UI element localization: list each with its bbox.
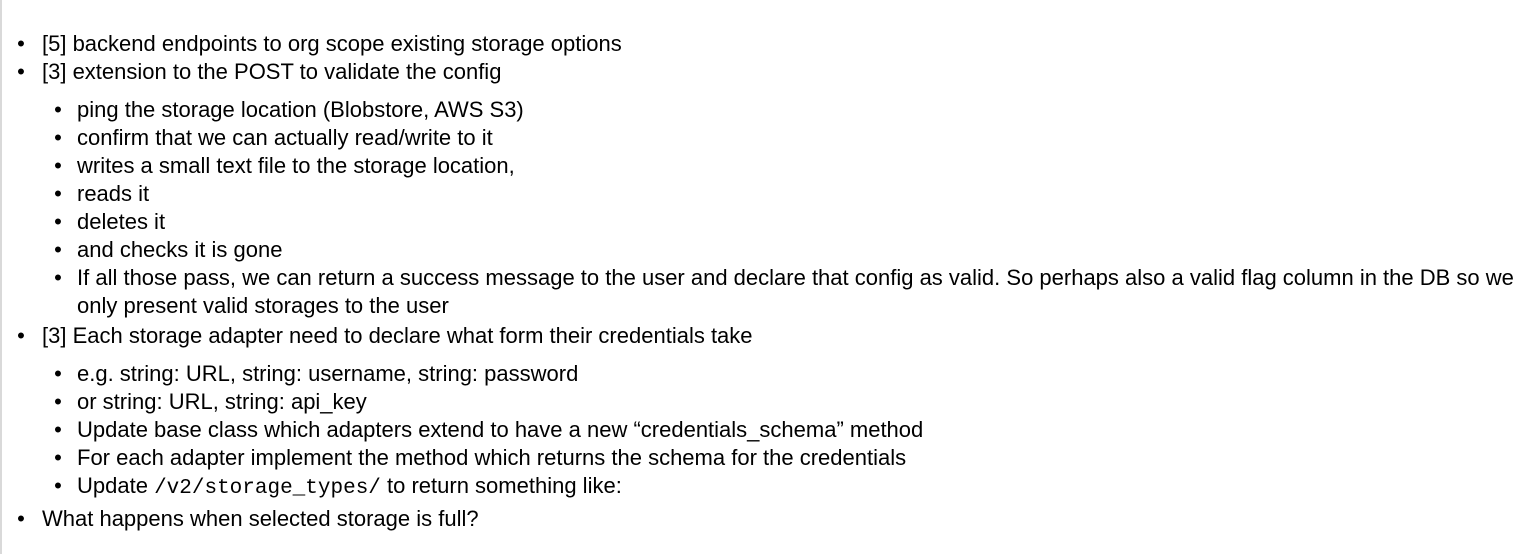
item-text: What happens when selected storage is full? <box>42 506 479 531</box>
bullet-icon <box>52 236 64 264</box>
sub-list-item <box>42 388 1524 416</box>
item-text: [3] Each storage adapter need to declare what form their credentials take <box>42 323 753 348</box>
sub-item-text: and checks it is gone <box>77 237 283 262</box>
list-item <box>2 30 1524 58</box>
sub-list-item <box>42 124 1524 152</box>
sub-item-text: writes a small text file to the storage location, <box>77 153 515 178</box>
task-list <box>2 30 1524 533</box>
bullet-icon <box>52 472 64 500</box>
code-item-prefix: Update <box>77 473 155 498</box>
sub-item-text: ping the storage location (Blobstore, AWS S3) <box>77 97 524 122</box>
sub-list-item <box>42 96 1524 124</box>
bullet-icon <box>52 208 64 236</box>
sub-list <box>42 360 1524 503</box>
bullet-icon <box>52 96 64 124</box>
item-text: [5] backend endpoints to org scope existing storage options <box>42 31 622 56</box>
sub-item-text: e.g. string: URL, string: username, string: password <box>77 361 579 386</box>
endpoint-code: /v2/storage_types/ <box>154 477 381 500</box>
bullet-icon <box>15 322 27 350</box>
sub-item-text: or string: URL, string: api_key <box>77 389 367 414</box>
sub-list-item <box>42 472 1524 503</box>
sub-list-item <box>42 360 1524 388</box>
bullet-icon <box>15 30 27 58</box>
sub-list-item <box>42 180 1524 208</box>
bullet-icon <box>52 264 64 292</box>
item-text: [3] extension to the POST to validate the config <box>42 59 502 84</box>
sub-list-item <box>42 444 1524 472</box>
list-item <box>2 322 1524 503</box>
bullet-icon <box>52 388 64 416</box>
bullet-icon <box>52 152 64 180</box>
sub-item-text: For each adapter implement the method which returns the schema for the credentials <box>77 445 907 470</box>
bullet-icon <box>52 124 64 152</box>
bullet-icon <box>52 444 64 472</box>
bullet-icon <box>15 505 27 533</box>
sub-list-item <box>42 152 1524 180</box>
sub-item-text: If all those pass, we can return a success message to the user and declare that config as valid. So perhaps also a valid flag column in the DB so we only present valid storages to the user <box>77 265 1514 318</box>
sub-list-item <box>42 264 1524 320</box>
sub-item-text: confirm that we can actually read/write to it <box>77 125 493 150</box>
code-item-suffix: to return something like: <box>380 473 622 498</box>
sub-item-text: deletes it <box>77 209 166 234</box>
sub-item-text: Update base class which adapters extend to have a new “credentials_schema” method <box>77 417 924 442</box>
sub-list-item <box>42 236 1524 264</box>
list-item <box>2 58 1524 320</box>
sub-item-text: reads it <box>77 181 150 206</box>
bullet-icon <box>52 416 64 444</box>
bullet-icon <box>52 180 64 208</box>
bullet-icon <box>52 360 64 388</box>
sub-list <box>42 96 1524 320</box>
sub-list-item <box>42 208 1524 236</box>
list-item <box>2 505 1524 533</box>
sub-list-item <box>42 416 1524 444</box>
bullet-icon <box>15 58 27 86</box>
